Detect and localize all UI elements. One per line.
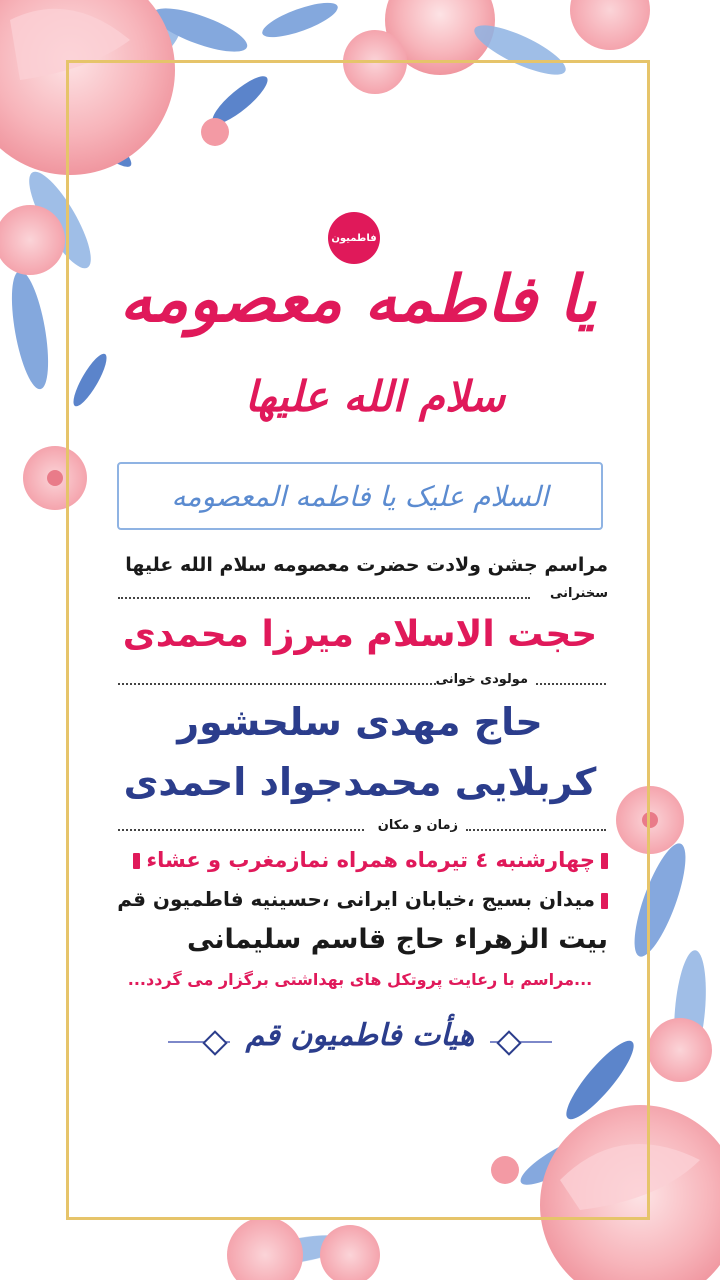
dotted-divider (466, 829, 606, 831)
calligraphy-subtitle: سلام الله علیها (244, 372, 506, 421)
dotted-divider (118, 683, 436, 685)
eulogist-1: حاج مهدی سلحشور (177, 700, 543, 744)
bullet-marker (601, 893, 608, 909)
dotted-divider (118, 597, 530, 599)
emblem-icon (328, 212, 380, 264)
eulogy-label: مولودی خوانی (435, 672, 528, 687)
dotted-divider (118, 829, 364, 831)
organizer-name: هیأت فاطمیون قم (230, 1018, 490, 1053)
eulogist-2: کربلایی محمدجواد احمدی (123, 760, 597, 804)
bullet-marker (601, 853, 608, 869)
time-place-label: زمان و مکان (377, 818, 458, 833)
address-text: میدان بسیج ،خیابان ایرانی ،حسینیه فاطمیون قم (117, 887, 595, 911)
bullet-marker (133, 853, 140, 869)
calligraphy-title: یا فاطمه معصومه (119, 262, 597, 337)
logo-text: فاطمیون (331, 232, 377, 244)
protocol-note: ...مراسم با رعایت پروتکل های بهداشتی برگزار می گردد... (127, 970, 593, 989)
salutation-text: السلام علیک یا فاطمه المعصومه (171, 479, 549, 513)
date-text: چهارشنبه ٤ تیرماه همراه نمازمغرب و عشاء (146, 848, 595, 872)
event-intro: مراسم جشن ولادت حضرت معصومه سلام الله علیها (125, 554, 608, 576)
speech-label: سخنرانی (549, 586, 608, 601)
speaker-name: حجت الاسلام میرزا محمدی (122, 614, 598, 655)
address-line (112, 887, 608, 911)
dotted-divider (536, 683, 606, 685)
venue-name: بیت الزهراء حاج قاسم سلیمانی (187, 924, 608, 955)
salutation-banner (117, 462, 603, 530)
date-line (112, 848, 608, 872)
